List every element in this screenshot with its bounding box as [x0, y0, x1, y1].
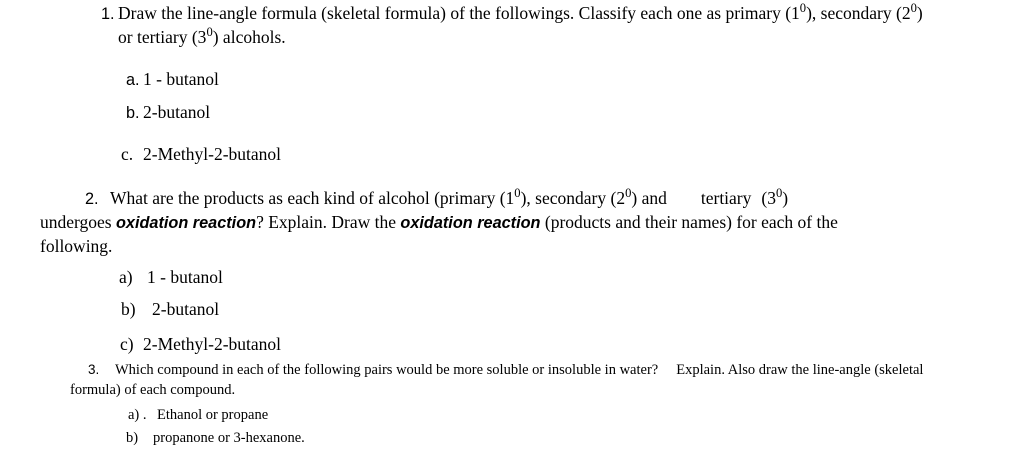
question-1-text-a: Draw the line-angle formula (skeletal formula) of the followings. Classify each one as primary (1 — [118, 3, 800, 23]
q2-item-c — [120, 334, 281, 355]
question-2-text-j: following. — [40, 236, 113, 256]
oxidation-reaction-bold: oxidation reaction — [115, 214, 257, 232]
q1-item-b-text: 2-butanol — [143, 102, 211, 122]
question-2-text-e: (3 — [761, 188, 776, 208]
question-1-text-b: ), secondary (2 — [806, 3, 911, 23]
question-3-text-a: Which compound in each of the following pairs would be more soluble or insoluble in water? — [115, 362, 659, 378]
question-3-line-1 — [88, 362, 923, 379]
question-3-number: 3. — [88, 362, 100, 377]
question-2-text-g: undergoes — [40, 212, 116, 232]
superscript-zero: 0 — [775, 186, 783, 201]
question-2-text-a: What are the products as each kind of alcohol (primary (1 — [110, 188, 515, 208]
question-1-line-1 — [101, 3, 923, 25]
q2-item-c-text: 2-Methyl-2-butanol — [143, 334, 282, 354]
q2-item-b-text: 2-butanol — [152, 299, 220, 319]
q1-item-a — [126, 69, 219, 91]
q2-item-a-text: 1 - butanol — [147, 267, 223, 287]
q1-item-b-marker: b. — [126, 104, 140, 122]
q2-item-a — [119, 267, 223, 288]
q1-item-b — [126, 102, 210, 124]
q1-item-c-marker: c. — [121, 144, 134, 164]
question-1-text-d: or tertiary (3 — [118, 27, 207, 47]
q2-item-c-marker: c) — [120, 334, 134, 354]
q3-item-a — [128, 407, 268, 424]
q2-item-a-marker: a) — [119, 267, 133, 287]
q1-item-c — [121, 144, 281, 165]
superscript-zero: 0 — [514, 186, 521, 201]
question-2-line-3 — [40, 236, 112, 257]
question-3-text-b: Explain. Also draw the line-angle (skeletal — [676, 362, 924, 378]
q3-item-b-marker: b) — [126, 430, 139, 446]
question-2-text-f: ) — [782, 188, 789, 208]
question-2-text-i: (products and their names) for each of the — [540, 212, 838, 232]
question-2-number: 2. — [85, 190, 99, 208]
question-1-text-e: ) alcohols. — [212, 27, 286, 47]
q2-item-b-marker: b) — [121, 299, 136, 319]
question-1-number: 1. — [101, 5, 115, 23]
superscript-zero: 0 — [625, 186, 632, 201]
question-3-text-c: formula) of each compound. — [70, 382, 236, 398]
superscript-zero: 0 — [910, 1, 917, 16]
superscript-zero: 0 — [206, 25, 213, 40]
q3-item-a-text: Ethanol or propane — [157, 407, 269, 423]
q1-item-a-text: 1 - butanol — [143, 69, 219, 89]
superscript-zero: 0 — [799, 1, 807, 16]
q3-item-a-marker: a) . — [128, 407, 147, 423]
q1-item-c-text: 2-Methyl-2-butanol — [143, 144, 282, 164]
question-1-text-c: ) — [916, 3, 923, 23]
question-2-text-c: ) and — [631, 188, 667, 208]
question-1-line-2 — [118, 27, 286, 48]
question-2-text-h: ? Explain. Draw the — [256, 212, 401, 232]
question-2-line-2 — [40, 212, 838, 234]
question-3-line-2 — [70, 382, 235, 399]
question-2-text-d: tertiary — [700, 188, 752, 208]
question-2-text-b: ), secondary (2 — [520, 188, 626, 208]
question-2-line-1 — [85, 188, 788, 210]
q2-item-b — [121, 299, 219, 320]
q1-item-a-marker: a. — [126, 71, 140, 89]
oxidation-reaction-bold: oxidation reaction — [400, 214, 541, 232]
q3-item-b — [126, 430, 305, 447]
q3-item-b-text: propanone or 3-hexanone. — [153, 430, 305, 446]
